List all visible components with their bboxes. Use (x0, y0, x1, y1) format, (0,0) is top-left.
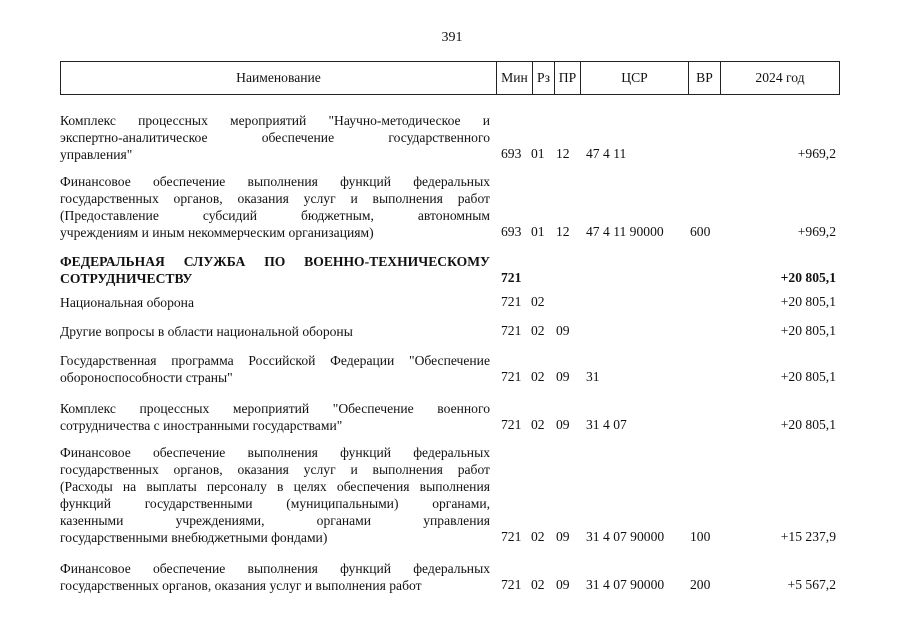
row-min: 721 (501, 294, 522, 309)
row-rz: 02 (531, 294, 545, 309)
row-name-line: Другие вопросы в области национальной обороны (60, 324, 353, 339)
row-csr: 31 4 07 (586, 417, 627, 432)
row-name (60, 560, 490, 594)
row-vr: 600 (690, 224, 711, 239)
row-sum: +20 805,1 (780, 294, 836, 309)
row-name-line: экспертно-аналитическое обеспечение государственного (60, 130, 490, 145)
row-sum: +969,2 (797, 224, 836, 239)
row-name-line: Комплекс процессных мероприятий "Научно-методическое и (60, 113, 490, 128)
row-name-line: государственными внебюджетными фондами) (60, 530, 328, 545)
row-vr: 100 (690, 529, 711, 544)
row-name-line: (Предоставление субсидий бюджетным, автономным (60, 208, 490, 223)
header-rz: Рз (533, 62, 555, 94)
row-pr: 09 (556, 577, 570, 592)
row-pr: 12 (556, 224, 570, 239)
row-csr: 31 4 07 90000 (586, 529, 665, 544)
row-csr: 47 4 11 90000 (586, 224, 664, 239)
row-sum: +15 237,9 (780, 529, 836, 544)
row-name (60, 173, 490, 241)
row-min: 721 (501, 270, 522, 285)
row-rz: 02 (531, 529, 545, 544)
row-sum: +969,2 (797, 146, 836, 161)
row-min: 721 (501, 417, 522, 432)
row-pr: 09 (556, 417, 570, 432)
row-sum: +20 805,1 (780, 417, 836, 432)
row-name-line: СОТРУДНИЧЕСТВУ (60, 271, 193, 286)
row-csr: 31 (586, 369, 600, 384)
row-name (60, 253, 490, 287)
row-name (60, 112, 490, 163)
row-name (60, 444, 490, 546)
row-min: 693 (501, 146, 522, 161)
row-name-line: ФЕДЕРАЛЬНАЯ СЛУЖБА ПО ВОЕННО-ТЕХНИЧЕСКОМУ (60, 254, 490, 269)
row-name (60, 400, 490, 434)
row-name-line: государственных органов, оказания услуг и выполнения работ (60, 578, 422, 593)
row-min: 693 (501, 224, 522, 239)
row-sum: +5 567,2 (787, 577, 836, 592)
row-name-line: управления" (60, 147, 133, 162)
row-rz: 01 (531, 224, 545, 239)
row-sum: +20 805,1 (780, 369, 836, 384)
row-sum: +20 805,1 (780, 270, 836, 285)
row-sum: +20 805,1 (780, 323, 836, 338)
row-pr: 09 (556, 529, 570, 544)
header-vr: ВР (689, 62, 721, 94)
row-name (60, 352, 490, 386)
row-pr: 09 (556, 323, 570, 338)
row-name (60, 294, 490, 311)
row-name-line: Финансовое обеспечение выполнения функций федеральных (60, 174, 490, 189)
row-name-line: Финансовое обеспечение выполнения функций федеральных (60, 445, 490, 460)
row-min: 721 (501, 577, 522, 592)
row-min: 721 (501, 529, 522, 544)
row-pr: 12 (556, 146, 570, 161)
row-name-line: государственных органов, оказания услуг и выполнения работ (60, 191, 490, 206)
row-name-line: государственных органов, оказания услуг и выполнения работ (60, 462, 490, 477)
row-name-line: обороноспособности страны" (60, 370, 233, 385)
row-min: 721 (501, 369, 522, 384)
header-year: 2024 год (755, 70, 805, 85)
row-rz: 02 (531, 369, 545, 384)
row-rz: 01 (531, 146, 545, 161)
row-rz: 02 (531, 417, 545, 432)
row-name (60, 323, 490, 340)
row-name-line: учреждениям и иным некоммерческим организациям) (60, 225, 374, 240)
row-name-line: (Расходы на выплаты персоналу в целях обеспечения выполнения (60, 479, 490, 494)
row-name-line: Национальная оборона (60, 295, 194, 310)
row-csr: 31 4 07 90000 (586, 577, 665, 592)
header-pr: ПР (555, 62, 581, 94)
row-pr: 09 (556, 369, 570, 384)
header-min: Мин (497, 62, 533, 94)
page-number: 391 (441, 30, 463, 45)
table-header (60, 61, 840, 95)
row-name-line: казенными учреждениями, органами управления (60, 513, 490, 528)
row-name-line: Государственная программа Российской Федерации "Обеспечение (60, 353, 490, 368)
row-name-line: Комплекс процессных мероприятий "Обеспечение военного (60, 401, 490, 416)
row-min: 721 (501, 323, 522, 338)
header-csr: ЦСР (581, 62, 689, 94)
row-rz: 02 (531, 577, 545, 592)
row-rz: 02 (531, 323, 545, 338)
row-csr: 47 4 11 (586, 146, 627, 161)
row-name-line: функций государственными (муниципальными) органами, (60, 496, 490, 511)
row-name-line: сотрудничества с иностранными государствами" (60, 418, 343, 433)
row-vr: 200 (690, 577, 711, 592)
row-name-line: Финансовое обеспечение выполнения функций федеральных (60, 561, 490, 576)
header-name: Наименование (61, 62, 497, 94)
